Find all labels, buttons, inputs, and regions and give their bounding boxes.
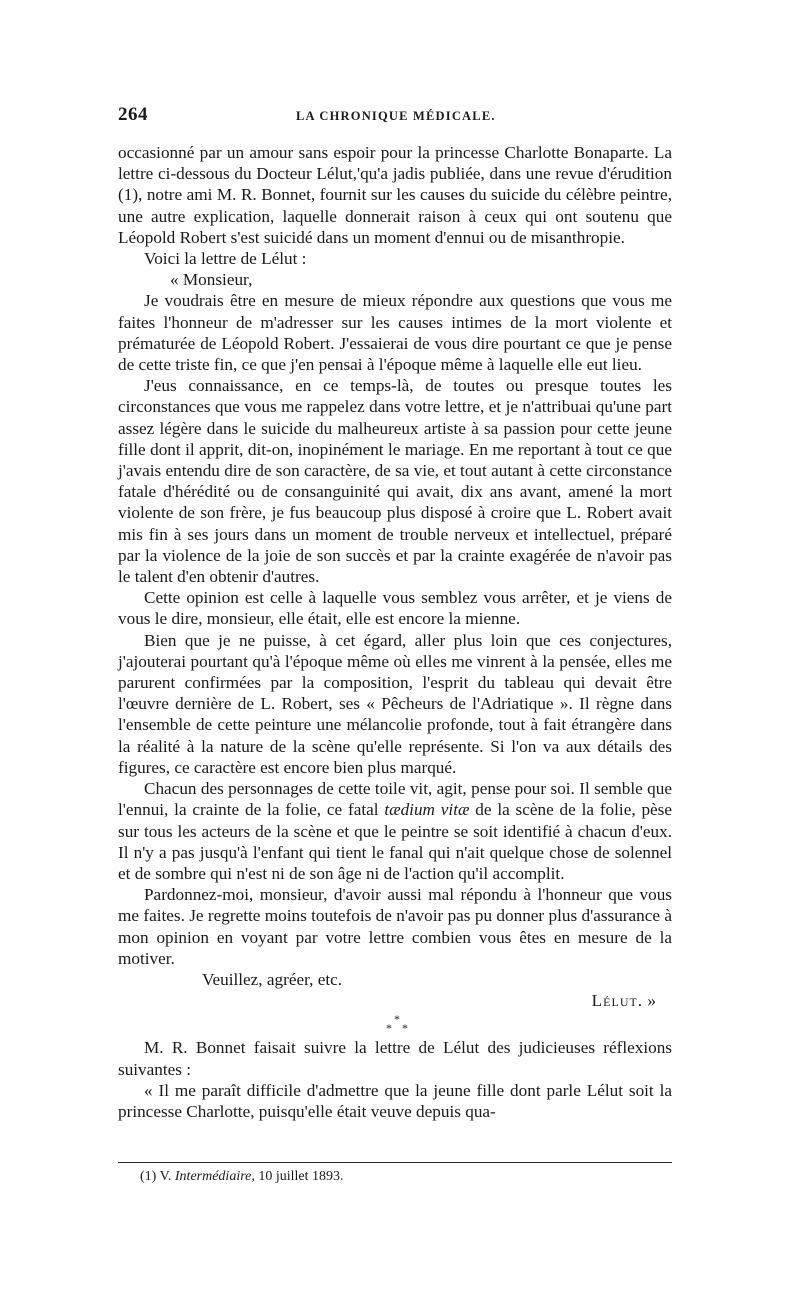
letter-paragraph-1: Je voudrais être en mesure de mieux répondre aux questions que vous me faites l'honneur de m'adresser sur les causes intimes de la mort violente et prématurée de Léopold Robert. J'essaierai de vous dire pourtant ce que je pense de cette triste fin, ce que j'en pensai à l'époque même à laquelle elle eut lieu. [118, 291, 672, 375]
paragraph-voici: Voici la lettre de Lélut : [144, 249, 307, 269]
latin-phrase: tædium vitæ [384, 800, 470, 820]
main-text [118, 142, 672, 1122]
letter-paragraph-2: J'eus connaissance, en ce temps-là, de toutes ou presque toutes les circonstances que vous me rappelez dans votre lettre, et je n'attribuai qu'une part assez légère dans le suicide du malheureux artiste à sa passion pour cette jeune fille dont il apprit, dit-on, inopinément le mariage. En me reportant à tout ce que j'avais entendu dire de son caractère, de sa vie, et tout autant à cette circonstance fatale d'hérédité ou de consanguinité qui avait, dix ans avant, amené la mort violente de son frère, je fus beaucoup plus disposé à croire que L. Robert avait mis fin à ses jours dans un moment de trouble nerveux et intellectuel, préparé par la violence de la joie de son succès et par la crainte exagérée de n'avoir pas le talent d'en obtenir d'autres. [118, 376, 672, 587]
running-title: LA CHRONIQUE MÉDICALE. [296, 109, 496, 123]
footnote-prefix: (1) V. [140, 1169, 175, 1184]
letter-paragraph-5 [118, 778, 672, 884]
letter-paragraph-6: Pardonnez-moi, monsieur, d'avoir aussi mal répondu à l'honneur que vous me faites. Je regrette moins toutefois de n'avoir pas pu donner plus d'assurance à mon opinion en voyant par votre lettre combien vous êtes en mesure de la motiver. [118, 885, 672, 968]
footnote [140, 1168, 672, 1186]
page-number: 264 [118, 104, 148, 125]
letter-paragraph-4: Bien que je ne puisse, à cet égard, aller plus loin que ces conjectures, j'ajouterai pourtant qu'à l'époque même où elles me vinrent à la pensée, elles me parurent confirmées par la composition, l'esprit du tableau qui devait être l'œuvre dernière de L. Robert, ses « Pêcheurs de l'Adriatique ». Il règne dans l'ensemble de cette peinture une mélancolie profonde, tout à fait étrangère dans la réalité à la nature de la scène qu'elle représente. Si l'on va aux détails des figures, ce caractère est encore bien plus marqué. [118, 630, 672, 777]
paragraph-intro: occasionné par un amour sans espoir pour la princesse Charlotte Bonaparte. La lettre ci-dessous du Docteur Lélut,'qu'a jadis publiée, dans une revue d'érudition (1), notre ami M. R. Bonnet, fournit sur les causes du suicide du célèbre peintre, une autre explication, laquelle donnerait raison à ceux qui ont soutenu que Léopold Robert s'est suicidé dans un moment d'ennui ou de misanthropie. [118, 143, 672, 247]
footnote-date: 10 juillet 1893. [254, 1169, 344, 1184]
letter-paragraph-5-end: de la scène de la folie, pèse sur tous les acteurs de la scène et que le peintre se soit identifié à chacun d'eux. Il n'y a pas jusqu'à l'enfant qui tient le fanal qui n'ait quelque chose de solennel et de sombre qui n'est ni de son âge ni de l'action qu'il accomplit. [118, 800, 672, 883]
signature-closing-quote: » [647, 991, 656, 1011]
asterism-star-left: * [386, 1021, 392, 1036]
paragraph-quote: « Il me paraît difficile d'admettre que la jeune fille dont parle Lélut soit la princesse Charlotte, puisqu'elle était veuve depuis qua- [118, 1080, 672, 1121]
asterism-star-top: * [394, 1012, 400, 1027]
asterism-star-right: * [402, 1021, 408, 1036]
footnote-journal: Intermédiaire, [174, 1169, 255, 1184]
letter-signature [118, 990, 672, 1011]
letter-salutation: « Monsieur, [170, 270, 253, 290]
letter-closing: Veuillez, agréer, etc. [202, 969, 343, 989]
letter-paragraph-3: Cette opinion est celle à laquelle vous semblez vous arrêter, et je viens de vous le dire, monsieur, elle était, elle est encore la mienne. [118, 588, 672, 629]
letter-paragraph-5-start: Chacun des personnages de cette toile vit, agit, pense pour soi. Il semble que l'ennui, la crainte de la folie, ce fatal [118, 779, 672, 820]
page-header [118, 104, 674, 128]
asterism-separator [118, 1011, 672, 1037]
footnote-divider [118, 1162, 672, 1163]
paragraph-bonnet: M. R. Bonnet faisait suivre la lettre de Lélut des judicieuses réflexions suivantes : [118, 1038, 672, 1079]
signature-name: Lélut. [591, 991, 644, 1011]
